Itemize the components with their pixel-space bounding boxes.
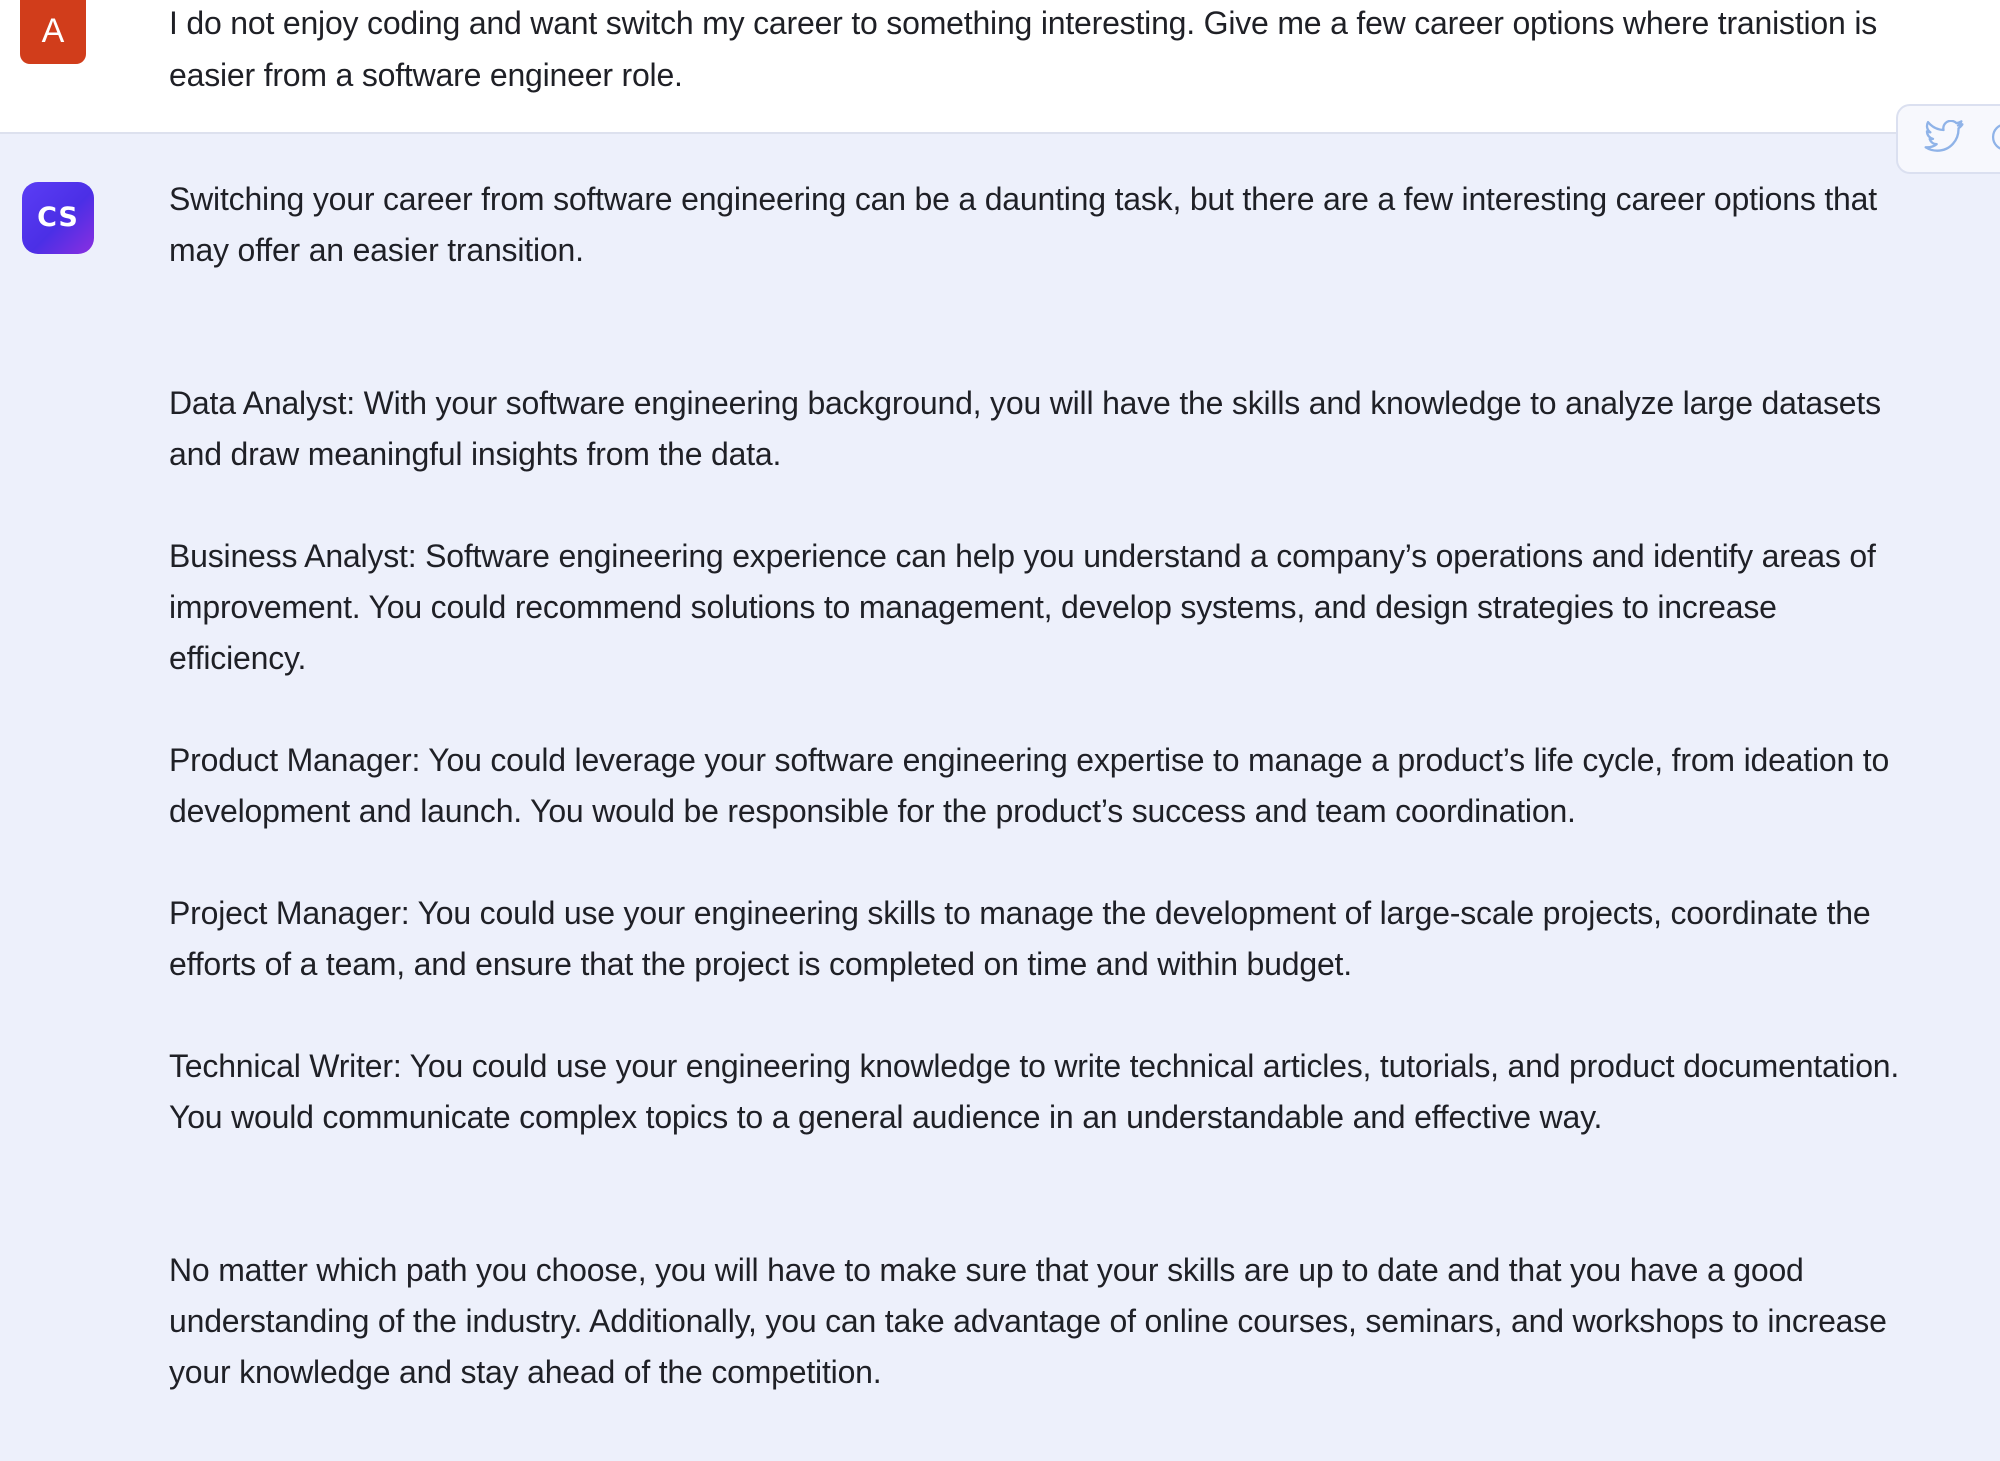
assistant-avatar: CS	[22, 182, 94, 254]
career-option-technical-writer: Technical Writer: You could use your engineering knowledge to write technical articles, tutorials, and product documentation. You would communicate complex topics to a general audience in an understandable and effective way.	[169, 1048, 1900, 1135]
career-option-business-analyst: Business Analyst: Software engineering experience can help you understand a company’s operations and identify areas of improvement. You could recommend solutions to management, develop systems, and design strategies to increase efficiency.	[169, 538, 1876, 676]
assistant-intro-paragraph: Switching your career from software engineering can be a daunting task, but there are a few interesting career options that may offer an easier transition.	[169, 181, 1877, 268]
user-message-row	[0, 0, 2000, 134]
assistant-message-row	[0, 134, 2000, 1461]
career-option-data-analyst: Data Analyst: With your software engineering background, you will have the skills and knowledge to analyze large datasets and draw meaningful insights from the data.	[169, 385, 1881, 472]
career-option-project-manager: Project Manager: You could use your engineering skills to manage the development of large-scale projects, coordinate the efforts of a team, and ensure that the project is completed on time and within budget.	[169, 895, 1871, 982]
share-actions	[1896, 104, 2000, 174]
share-icon[interactable]	[1988, 120, 2000, 154]
user-avatar: A	[20, 0, 86, 64]
career-option-product-manager: Product Manager: You could leverage your software engineering expertise to manage a product’s life cycle, from ideation to development and launch. You would be responsible for the product’s success and team coordination.	[169, 742, 1890, 829]
user-message-text: I do not enjoy coding and want switch my career to something interesting. Give me a few career options where tranistion is easier from a software engineer role.	[169, 5, 1878, 93]
twitter-icon[interactable]	[1924, 120, 1964, 154]
assistant-conclusion-paragraph: No matter which path you choose, you will have to make sure that your skills are up to date and that you have a good understanding of the industry. Additionally, you can take advantage of online courses, seminars, and workshops to increase your knowledge and stay ahead of the competition.	[169, 1252, 1887, 1390]
assistant-message-text	[169, 174, 1909, 1398]
